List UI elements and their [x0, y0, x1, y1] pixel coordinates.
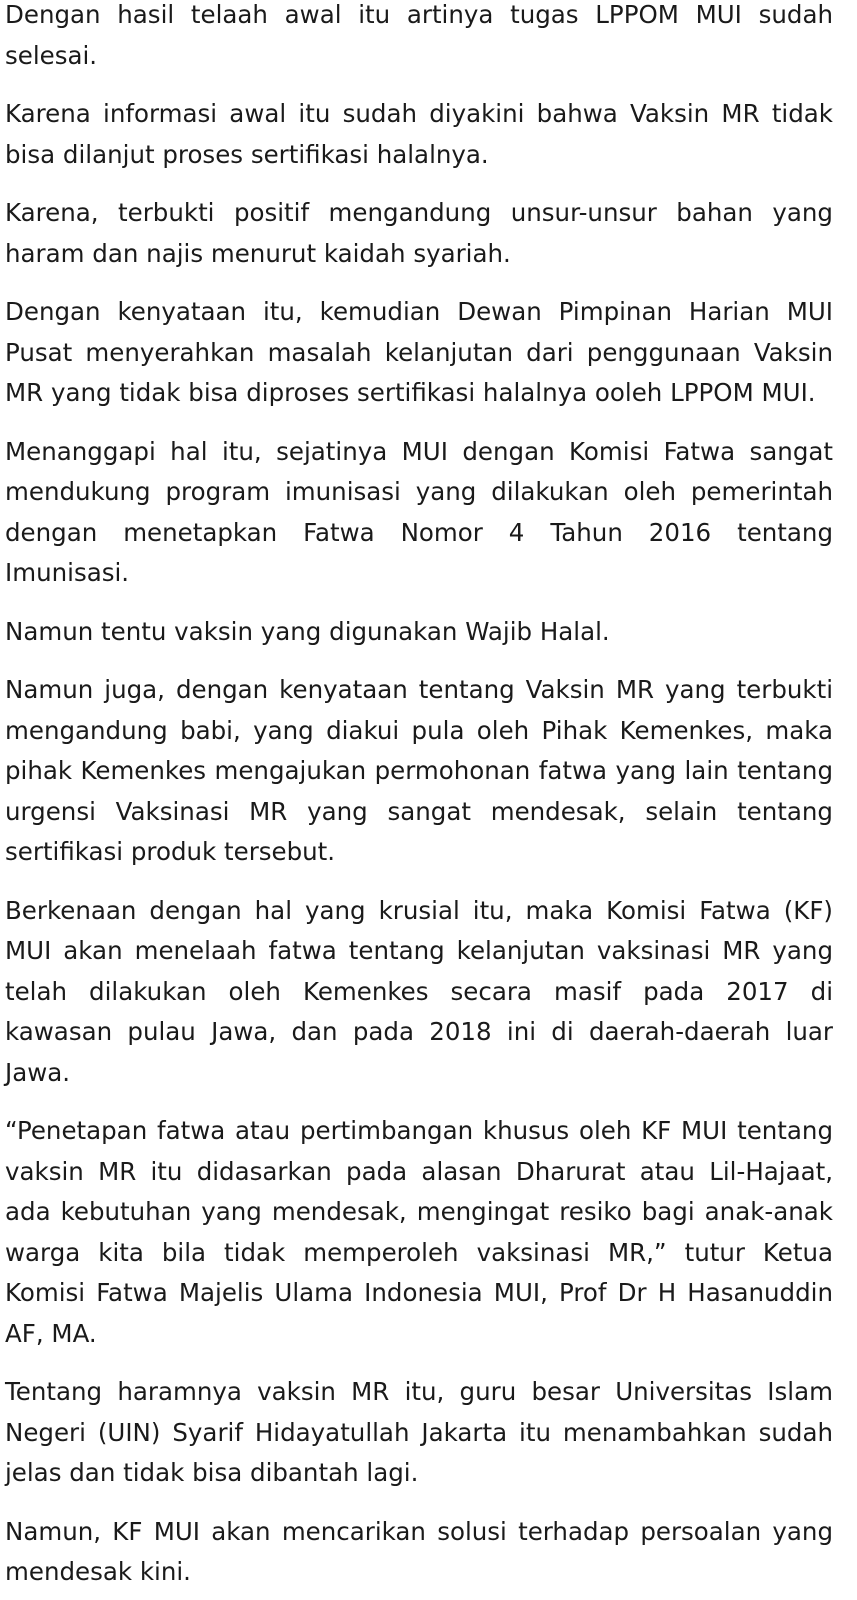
- paragraph-7: Namun juga, dengan kenyataan tentang Vaksin MR yang terbukti mengandung babi, yang diakui pula oleh Pihak Kemenkes, maka pihak Kemenkes mengajukan permohonan fatwa yang lain tentang urgensi Vaksinasi MR yang sangat mendesak, selain tentang sertifikasi produk tersebut.: [5, 675, 833, 866]
- paragraph-6: Namun tentu vaksin yang digunakan Wajib Halal.: [5, 616, 610, 646]
- paragraph-10: Tentang haramnya vaksin MR itu, guru besar Universitas Islam Negeri (UIN) Syarif Hidayatullah Jakarta itu menambahkan sudah jelas dan tidak bisa dibantah lagi.: [5, 1377, 833, 1487]
- paragraph-1: Dengan hasil telaah awal itu artinya tugas LPPOM MUI sudah selesai.: [5, 0, 833, 70]
- paragraph-5: Menanggapi hal itu, sejatinya MUI dengan Komisi Fatwa sangat mendukung program imunisasi yang dilakukan oleh pemerintah dengan menetapkan Fatwa Nomor 4 Tahun 2016 tentang Imunisasi.: [5, 436, 833, 587]
- paragraph-3: Karena, terbukti positif mengandung unsur-unsur bahan yang haram dan najis menurut kaidah syariah.: [5, 198, 833, 268]
- paragraph-4: Dengan kenyataan itu, kemudian Dewan Pimpinan Harian MUI Pusat menyerahkan masalah kelanjutan dari penggunaan Vaksin MR yang tidak bisa diproses sertifikasi halalnya ooleh LPPOM MUI.: [5, 297, 833, 407]
- paragraph-9-quote: “Penetapan fatwa atau pertimbangan khusus oleh KF MUI tentang vaksin MR itu didasarkan pada alasan Dharurat atau Lil-Hajaat, ada kebutuhan yang mendesak, mengingat resiko bagi anak-anak warga kita bila tidak memperoleh vaksinasi MR,” tutur Ketua Komisi Fatwa Majelis Ulama Indonesia MUI, Prof Dr H Hasanuddin AF, MA.: [5, 1116, 833, 1348]
- paragraph-2: Karena informasi awal itu sudah diyakini bahwa Vaksin MR tidak bisa dilanjut proses sertifikasi halalnya.: [5, 99, 833, 169]
- paragraph-11: Namun, KF MUI akan mencarikan solusi terhadap persoalan yang mendesak kini.: [5, 1516, 833, 1586]
- paragraph-8: Berkenaan dengan hal yang krusial itu, maka Komisi Fatwa (KF) MUI akan menelaah fatwa tentang kelanjutan vaksinasi MR yang telah dilakukan oleh Kemenkes secara masif pada 2017 di kawasan pulau Jawa, dan pada 2018 ini di daerah-daerah luar Jawa.: [5, 895, 833, 1087]
